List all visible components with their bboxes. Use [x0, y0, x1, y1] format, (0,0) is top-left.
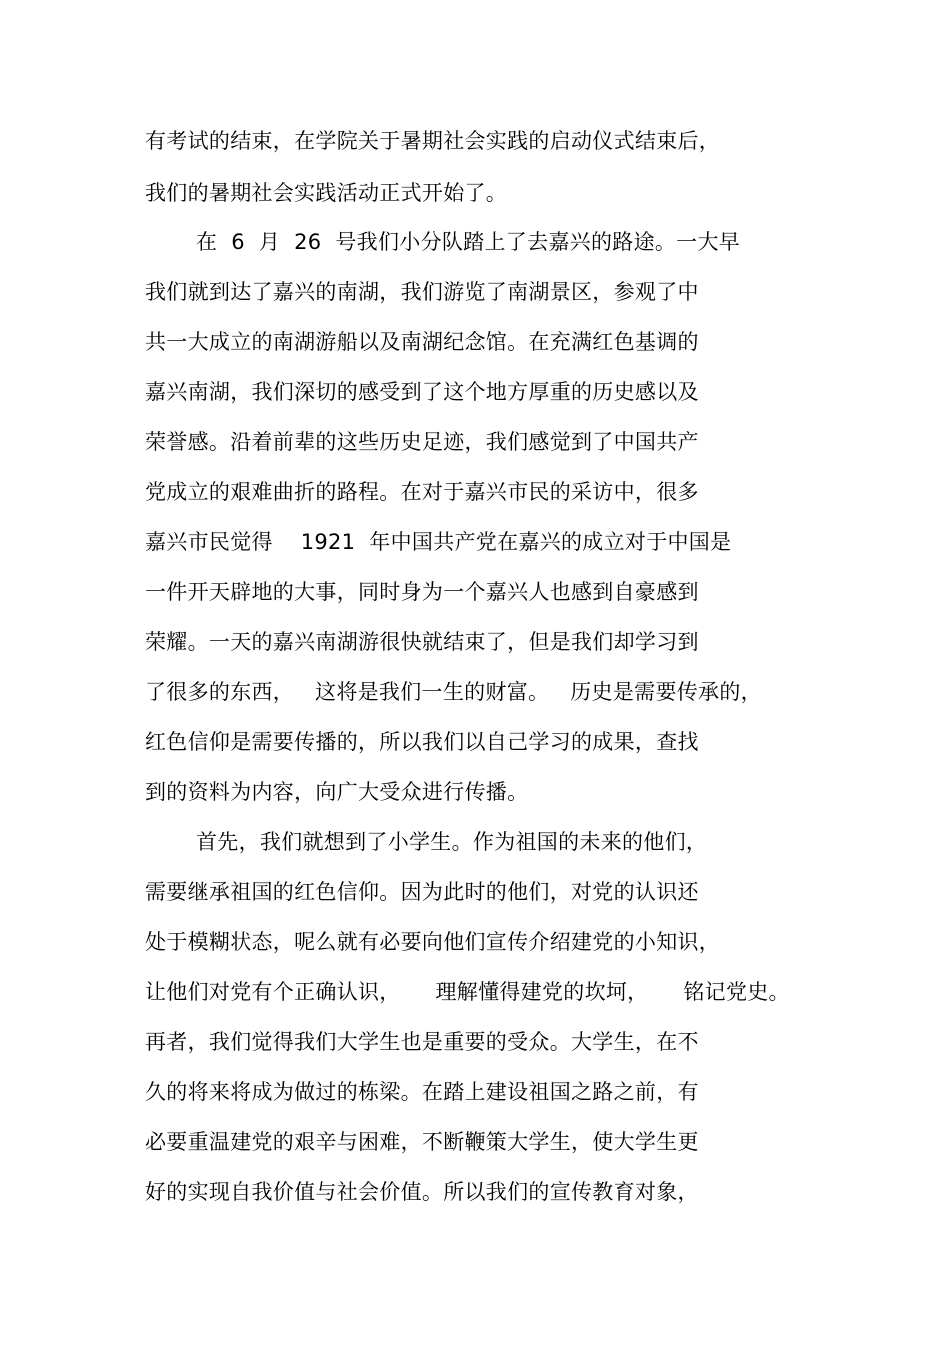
- paragraph-start-line: 首先，我们就想到了小学生。作为祖国的未来的他们，: [196, 830, 708, 854]
- text-line: 有考试的结束，在学院关于暑期社会实践的启动仪式结束后，: [145, 129, 721, 153]
- text-line: 处于模糊状态，呢么就有必要向他们宣传介绍建党的小知识，: [145, 930, 721, 954]
- text-line: 党成立的艰难曲折的路程。在对于嘉兴市民的采访中，很多: [145, 480, 699, 504]
- text-line: 红色信仰是需要传播的，所以我们以自己学习的成果，查找: [145, 730, 699, 754]
- text-line: 久的将来将成为做过的栋梁。在踏上建设祖国之路之前，有: [145, 1080, 699, 1104]
- text-line: 需要继承祖国的红色信仰。因为此时的他们，对党的认识还: [145, 880, 699, 904]
- text-line: 好的实现自我价值与社会价值。所以我们的宣传教育对象，: [145, 1180, 699, 1204]
- text-line: 嘉兴市民觉得 1921 年中国共产党在嘉兴的成立对于中国是: [145, 530, 732, 554]
- text-line: 让他们对党有个正确认识， 理解懂得建党的坎坷， 铭记党史。: [145, 980, 790, 1004]
- text-line: 荣耀。一天的嘉兴南湖游很快就结束了，但是我们却学习到: [145, 630, 699, 654]
- text-line: 共一大成立的南湖游船以及南湖纪念馆。在充满红色基调的: [145, 330, 699, 354]
- text-line: 荣誉感。沿着前辈的这些历史足迹，我们感觉到了中国共产: [145, 430, 699, 454]
- paragraph-start-line: 在 6 月 26 号我们小分队踏上了去嘉兴的路途。一大早: [196, 230, 741, 254]
- text-line: 再者，我们觉得我们大学生也是重要的受众。大学生，在不: [145, 1030, 699, 1054]
- text-line: 了很多的东西， 这将是我们一生的财富。 历史是需要传承的，: [145, 680, 762, 704]
- text-line: 必要重温建党的艰辛与困难，不断鞭策大学生，使大学生更: [145, 1130, 699, 1154]
- text-line: 我们就到达了嘉兴的南湖，我们游览了南湖景区，参观了中: [145, 280, 699, 304]
- text-line: 我们的暑期社会实践活动正式开始了。: [145, 181, 508, 205]
- text-line: 一件开天辟地的大事，同时身为一个嘉兴人也感到自豪感到: [145, 580, 699, 604]
- text-line: 嘉兴南湖，我们深切的感受到了这个地方厚重的历史感以及: [145, 380, 699, 404]
- text-line: 到的资料为内容，向广大受众进行传播。: [145, 780, 529, 804]
